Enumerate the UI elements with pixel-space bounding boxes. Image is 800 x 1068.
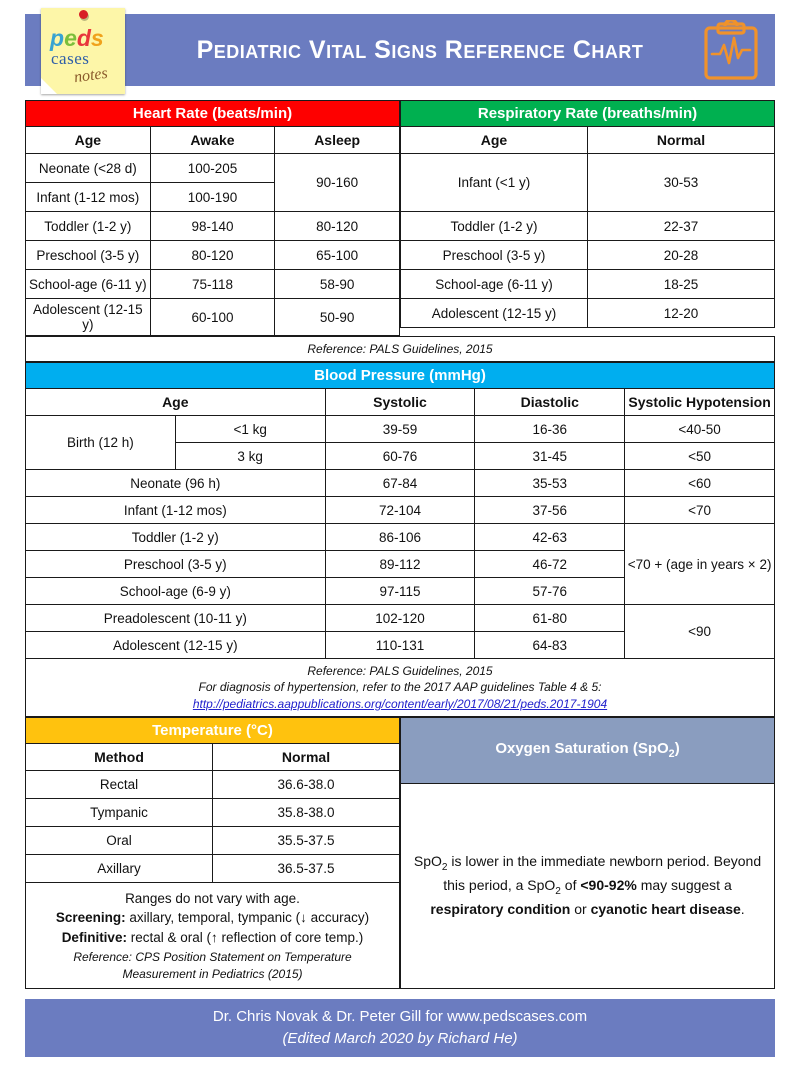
rr-age-3: School-age (6-11 y): [401, 270, 588, 299]
bp-age-4: Toddler (1-2 y): [26, 524, 326, 551]
bp-diastolic-7: 61-80: [475, 605, 625, 632]
temp-col-method: Method: [26, 743, 213, 770]
spo2-body-2: is lower in the immediate newborn period. Beyond this period, a SpO: [443, 853, 762, 894]
hr-asleep-0: 90-160: [275, 154, 400, 212]
temp-normal-2: 35.5-37.5: [213, 826, 400, 854]
rr-normal-0: 30-53: [588, 154, 775, 212]
bp-hypotension-0: <40-50: [625, 416, 775, 443]
temperature-table: [25, 717, 400, 989]
header-banner: [25, 14, 775, 86]
hr-col-age: Age: [26, 127, 151, 154]
temp-method-3: Axillary: [26, 854, 213, 882]
spo2-body-sub-1: 2: [441, 862, 448, 874]
bp-diastolic-0: 16-36: [475, 416, 625, 443]
pedscases-logo: [41, 8, 125, 94]
temp-spo2-section: [25, 717, 775, 989]
temperature-title: Temperature (°C): [26, 717, 400, 743]
bp-diastolic-1: 31-45: [475, 443, 625, 470]
bp-systolic-3: 72-104: [325, 497, 475, 524]
spo2-body-4: may suggest a: [636, 877, 732, 894]
temp-reference-line2: Measurement in Pediatrics (2015): [122, 966, 303, 981]
temp-col-normal: Normal: [213, 743, 400, 770]
page-title: Pediatric Vital Signs Reference Chart: [196, 35, 644, 64]
spo2-title-sub: 2: [668, 748, 675, 761]
bp-diastolic-2: 35-53: [475, 470, 625, 497]
respiratory-rate-table: [400, 100, 775, 328]
table-row: [26, 605, 775, 632]
spo2-body-3: of: [560, 877, 581, 894]
hr-awake-0: 100-205: [150, 154, 275, 183]
hr-awake-2: 98-140: [150, 212, 275, 241]
table-row: [26, 854, 400, 882]
blood-pressure-table: [25, 362, 775, 717]
temp-reference: [32, 947, 393, 981]
footer-edit-note: (Edited March 2020 by Richard He): [282, 1029, 518, 1047]
aap-guidelines-link[interactable]: http://pediatrics.aappublications.org/content/early/2017/08/21/peds.2017-1904: [192, 696, 608, 711]
hr-asleep-4: 58-90: [275, 270, 400, 299]
hr-age-3: Preschool (3-5 y): [26, 241, 151, 270]
bp-col-hypotension: Systolic Hypotension: [625, 389, 775, 416]
logo-letter-p: p: [50, 25, 65, 51]
table-header-row: [26, 127, 400, 154]
logo-notes-text: notes: [72, 64, 109, 87]
footer-authors: Dr. Chris Novak & Dr. Peter Gill for www.pedscases.com: [212, 1008, 588, 1026]
heart-rate-table: [25, 100, 400, 336]
bp-diastolic-6: 57-76: [475, 578, 625, 605]
table-row: [401, 241, 775, 270]
temp-normal-3: 36.5-37.5: [213, 854, 400, 882]
spo2-condition-respiratory: respiratory condition: [430, 901, 571, 918]
bp-reference-cell: [26, 659, 775, 717]
bp-hypotension-3: <70: [625, 497, 775, 524]
oxygen-saturation-title: [401, 717, 775, 783]
spo2-body-5: or: [570, 901, 591, 918]
temp-definitive-text: rectal & oral (↑ reflection of core temp.): [126, 929, 364, 945]
bp-systolic-4: 86-106: [325, 524, 475, 551]
hr-asleep-2: 80-120: [275, 212, 400, 241]
bp-age-sub-1: 3 kg: [175, 443, 325, 470]
spo2-body-sub-2: 2: [555, 886, 561, 898]
table-row: [26, 826, 400, 854]
spo2-body-1: SpO: [413, 853, 442, 870]
table-row: [401, 154, 775, 212]
table-row: [26, 524, 775, 551]
hr-rr-reference-block: [25, 336, 775, 362]
respiratory-rate-block: [400, 100, 775, 336]
hr-rr-section: [25, 100, 775, 336]
bp-systolic-0: 39-59: [325, 416, 475, 443]
spo2-title-prefix: Oxygen Saturation (SpO: [495, 740, 669, 758]
hr-age-4: School-age (6-11 y): [26, 270, 151, 299]
blood-pressure-section: [25, 362, 775, 717]
bp-diastolic-8: 64-83: [475, 632, 625, 659]
bp-systolic-7: 102-120: [325, 605, 475, 632]
bp-hypotension-4: <70 + (age in years × 2): [625, 524, 775, 605]
logo-page-fold: [41, 78, 57, 94]
spo2-condition-cyanotic: cyanotic heart disease: [590, 901, 741, 918]
heart-rate-block: [25, 100, 400, 336]
bp-col-diastolic: Diastolic: [475, 389, 625, 416]
temp-method-0: Rectal: [26, 770, 213, 798]
logo-letter-s: s: [90, 25, 104, 51]
table-row: [401, 212, 775, 241]
hr-awake-5: 60-100: [150, 299, 275, 336]
table-row: [401, 270, 775, 299]
temp-method-2: Oral: [26, 826, 213, 854]
clipboard-ecg-icon: [701, 20, 761, 82]
bp-age-8: Adolescent (12-15 y): [26, 632, 326, 659]
rr-col-normal: Normal: [588, 127, 775, 154]
bp-col-age: Age: [26, 389, 326, 416]
logo-cases-text: cases: [51, 49, 90, 68]
temp-definitive-label: Definitive:: [61, 929, 127, 945]
bp-diastolic-4: 42-63: [475, 524, 625, 551]
temp-note-screening: [32, 908, 393, 928]
table-header-row: [26, 743, 400, 770]
bp-reference-line1: Reference: PALS Guidelines, 2015: [307, 664, 493, 679]
rr-normal-4: 12-20: [588, 299, 775, 328]
logo-peds-text: [50, 27, 104, 50]
hr-rr-reference: Reference: PALS Guidelines, 2015: [26, 337, 775, 362]
temp-normal-1: 35.8-38.0: [213, 798, 400, 826]
hr-age-5: Adolescent (12-15 y): [26, 299, 151, 336]
temp-screening-text: axillary, temporal, tympanic (↓ accuracy): [125, 910, 370, 926]
bp-reference-line2: For diagnosis of hypertension, refer to the 2017 AAP guidelines Table 4 & 5:: [198, 680, 602, 695]
hr-age-1: Infant (1-12 mos): [26, 183, 151, 212]
oxygen-saturation-table: [400, 717, 775, 989]
bp-systolic-8: 110-131: [325, 632, 475, 659]
heart-rate-title: Heart Rate (beats/min): [26, 101, 400, 127]
hr-awake-1: 100-190: [150, 183, 275, 212]
rr-age-2: Preschool (3-5 y): [401, 241, 588, 270]
hr-age-0: Neonate (<28 d): [26, 154, 151, 183]
hr-age-2: Toddler (1-2 y): [26, 212, 151, 241]
table-row: [26, 416, 775, 443]
table-row: [401, 299, 775, 328]
rr-col-age: Age: [401, 127, 588, 154]
table-row: [26, 154, 400, 183]
bp-age-5: Preschool (3-5 y): [26, 551, 326, 578]
spo2-title-suffix: ): [674, 740, 680, 758]
oxygen-saturation-body: [401, 783, 775, 988]
bp-age-birth: Birth (12 h): [26, 416, 176, 470]
hr-awake-3: 80-120: [150, 241, 275, 270]
table-row: [26, 497, 775, 524]
rr-normal-2: 20-28: [588, 241, 775, 270]
bp-reference-row: [26, 659, 775, 717]
respiratory-rate-title: Respiratory Rate (breaths/min): [401, 101, 775, 127]
temp-note-definitive: [32, 928, 393, 948]
table-header-row: [26, 389, 775, 416]
bp-hypotension-7: <90: [625, 605, 775, 659]
bp-age-2: Neonate (96 h): [26, 470, 326, 497]
bp-age-7: Preadolescent (10-11 y): [26, 605, 326, 632]
rr-normal-1: 22-37: [588, 212, 775, 241]
hr-asleep-3: 65-100: [275, 241, 400, 270]
temperature-notes: [26, 882, 400, 988]
footer-banner: [25, 999, 775, 1057]
spo2-threshold-value: <90-92%: [580, 877, 637, 894]
bp-col-systolic: Systolic: [325, 389, 475, 416]
logo-letter-d: d: [76, 25, 91, 51]
table-row: [26, 470, 775, 497]
temp-screening-label: Screening:: [55, 910, 126, 926]
rr-normal-3: 18-25: [588, 270, 775, 299]
table-row: [26, 299, 400, 336]
hr-awake-4: 75-118: [150, 270, 275, 299]
temp-method-1: Tympanic: [26, 798, 213, 826]
rr-age-4: Adolescent (12-15 y): [401, 299, 588, 328]
bp-hypotension-1: <50: [625, 443, 775, 470]
spo2-body-row: [401, 783, 775, 988]
table-row: [26, 798, 400, 826]
blood-pressure-title: Blood Pressure (mmHg): [26, 363, 775, 389]
bp-diastolic-5: 46-72: [475, 551, 625, 578]
hr-asleep-5: 50-90: [275, 299, 400, 336]
table-row: [26, 241, 400, 270]
bp-age-sub-0: <1 kg: [175, 416, 325, 443]
bp-age-3: Infant (1-12 mos): [26, 497, 326, 524]
hr-col-asleep: Asleep: [275, 127, 400, 154]
table-row: [26, 212, 400, 241]
bp-systolic-2: 67-84: [325, 470, 475, 497]
bp-age-6: School-age (6-9 y): [26, 578, 326, 605]
rr-age-0: Infant (<1 y): [401, 154, 588, 212]
bp-systolic-6: 97-115: [325, 578, 475, 605]
temperature-notes-row: [26, 882, 400, 988]
temp-note-line1: Ranges do not vary with age.: [125, 890, 300, 906]
rr-age-1: Toddler (1-2 y): [401, 212, 588, 241]
pushpin-icon: [79, 10, 88, 19]
table-row: [26, 270, 400, 299]
bp-diastolic-3: 37-56: [475, 497, 625, 524]
logo-letter-e: e: [64, 25, 77, 51]
bp-systolic-1: 60-76: [325, 443, 475, 470]
oxygen-saturation-block: [400, 717, 775, 989]
temp-normal-0: 36.6-38.0: [213, 770, 400, 798]
table-row: [26, 770, 400, 798]
table-header-row: [401, 127, 775, 154]
bp-hypotension-2: <60: [625, 470, 775, 497]
temperature-block: [25, 717, 400, 989]
hr-col-awake: Awake: [150, 127, 275, 154]
bp-systolic-5: 89-112: [325, 551, 475, 578]
temp-reference-line1: Reference: CPS Position Statement on Temperature: [73, 950, 352, 965]
spo2-body-6: .: [740, 901, 745, 918]
